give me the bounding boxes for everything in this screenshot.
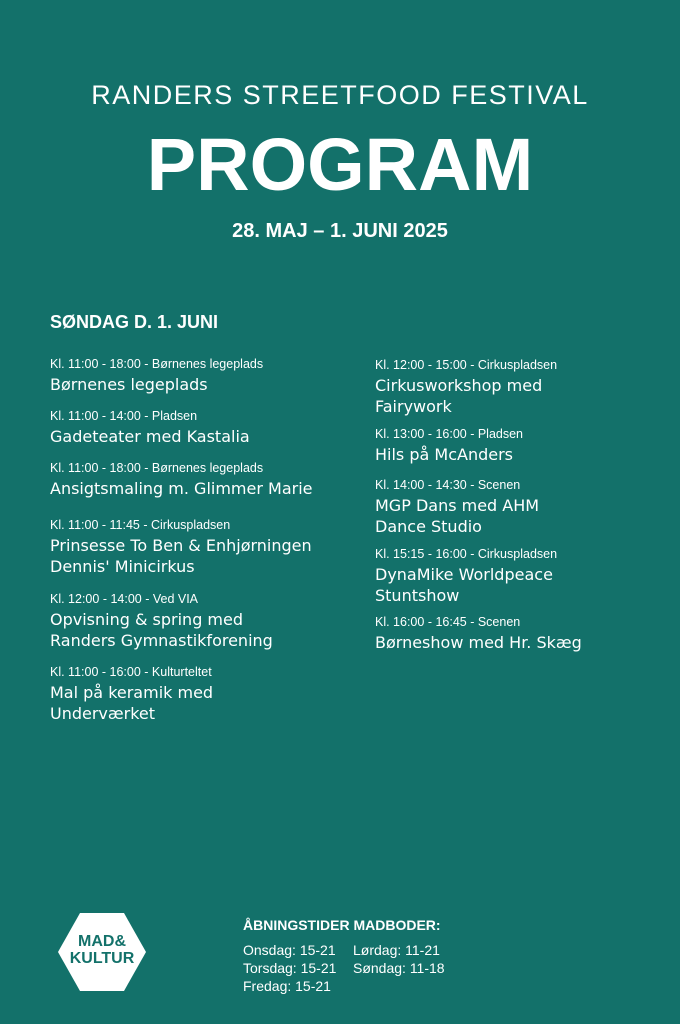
event-item xyxy=(50,665,250,724)
hours-line: Torsdag: 15-21 xyxy=(243,960,337,976)
event-item xyxy=(50,409,350,447)
event-title: Gadeteater med Kastalia xyxy=(50,427,250,446)
event-item xyxy=(50,592,300,651)
event-meta: Kl. 15:15 - 16:00 - Cirkuspladsen xyxy=(375,547,558,561)
event-meta: Kl. 11:00 - 11:45 - Cirkuspladsen xyxy=(50,518,231,532)
event-title: Ansigtsmaling m. Glimmer Marie xyxy=(50,479,313,498)
hours-line: Fredag: 15-21 xyxy=(243,978,331,994)
event-title: MGP Dans med AHM Dance Studio xyxy=(375,496,540,536)
day-heading: SØNDAG D. 1. JUNI xyxy=(50,312,219,332)
event-meta: Kl. 14:00 - 14:30 - Scenen xyxy=(375,478,521,492)
opening-hours-column-2 xyxy=(353,941,445,977)
event-title: Børnenes legeplads xyxy=(50,375,208,394)
event-item xyxy=(50,357,350,395)
logo-line-1: MAD& xyxy=(78,933,126,950)
page-title: PROGRAM xyxy=(146,123,534,206)
event-title: DynaMike Worldpeace Stuntshow xyxy=(375,565,553,605)
event-title: Hils på McAnders xyxy=(375,445,513,464)
opening-hours-column-1 xyxy=(243,941,336,995)
event-item xyxy=(375,547,575,606)
event-meta: Kl. 12:00 - 14:00 - Ved VIA xyxy=(50,592,199,606)
event-meta: Kl. 11:00 - 16:00 - Kulturteltet xyxy=(50,665,212,679)
logo-wordmark xyxy=(58,933,146,967)
mad-kultur-logo xyxy=(58,913,146,991)
event-item xyxy=(50,518,325,577)
event-item xyxy=(50,461,350,499)
event-title: Opvisning & spring med Randers Gymnastikforening xyxy=(50,610,273,650)
hours-line: Søndag: 11-18 xyxy=(353,960,445,976)
event-title: Cirkusworkshop med Fairywork xyxy=(375,376,543,416)
event-meta: Kl. 11:00 - 14:00 - Pladsen xyxy=(50,409,198,423)
event-item xyxy=(375,358,565,417)
hours-line: Onsdag: 15-21 xyxy=(243,942,336,958)
event-item xyxy=(375,427,675,465)
event-meta: Kl. 16:00 - 16:45 - Scenen xyxy=(375,615,521,629)
event-item xyxy=(375,478,565,537)
event-title: Mal på keramik med Underværket xyxy=(50,683,214,723)
event-meta: Kl. 12:00 - 15:00 - Cirkuspladsen xyxy=(375,358,558,372)
event-meta: Kl. 11:00 - 18:00 - Børnenes legeplads xyxy=(50,461,264,475)
event-title: Børneshow med Hr. Skæg xyxy=(375,633,582,652)
hours-line: Lørdag: 11-21 xyxy=(353,942,440,958)
event-meta: Kl. 13:00 - 16:00 - Pladsen xyxy=(375,427,524,441)
festival-name: RANDERS STREETFOOD FESTIVAL xyxy=(91,80,589,110)
festival-dates: 28. MAJ – 1. JUNI 2025 xyxy=(232,220,448,242)
event-meta: Kl. 11:00 - 18:00 - Børnenes legeplads xyxy=(50,357,264,371)
logo-line-2: KULTUR xyxy=(69,950,135,967)
opening-hours-title: ÅBNINGSTIDER MADBODER: xyxy=(243,917,441,933)
event-item xyxy=(375,615,675,653)
event-title: Prinsesse To Ben & Enhjørningen Dennis' Minicirkus xyxy=(50,536,312,576)
